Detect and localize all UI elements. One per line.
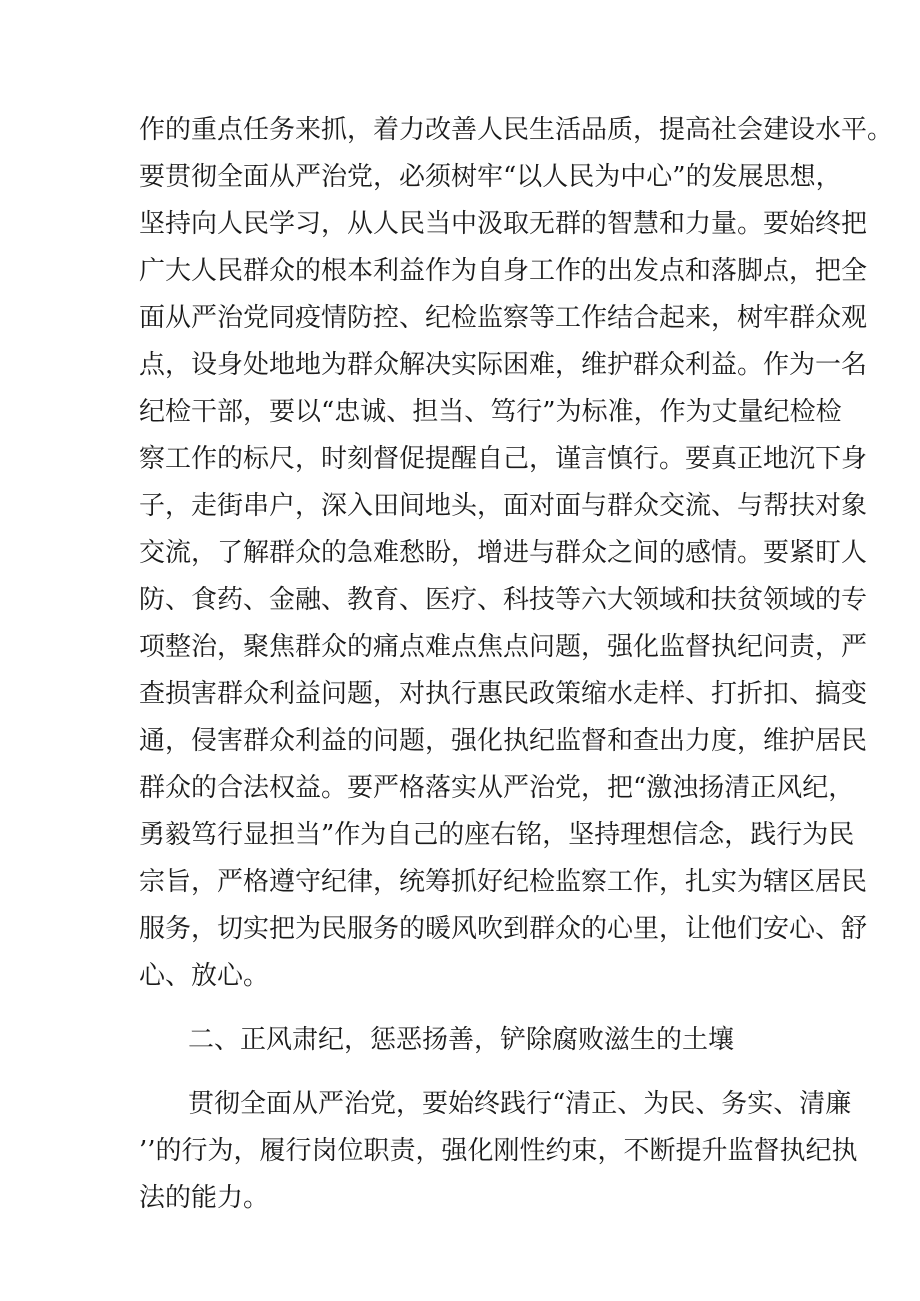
paragraph-line: 点，设身处地地为群众解决实际困难，维护群众利益。作为一名 <box>139 350 868 380</box>
paragraph-line: 作的重点任务来抓，着力改善人民生活品质，提高社会建设水平。 <box>139 115 894 145</box>
paragraph-line: 心、放心。 <box>139 961 270 991</box>
paragraph-line: 交流，了解群众的急难愁盼，增进与群众之间的感情。要紧盯人 <box>139 538 868 568</box>
paragraph-line: 服务，切实把为民服务的暖风吹到群众的心里，让他们安心、舒 <box>139 914 868 944</box>
paragraph-line: 广大人民群众的根本利益作为自身工作的出发点和落脚点，把全 <box>139 256 868 286</box>
paragraph-line: 面从严治党同疫情防控、纪检监察等工作结合起来，树牢群众观 <box>139 303 868 333</box>
paragraph-line: 子，走街串户，深入田间地头，面对面与群众交流、与帮扶对象 <box>139 491 868 521</box>
paragraph-line: ’’的行为，履行岗位职责，强化刚性约束，不断提升监督执纪执 <box>139 1136 858 1166</box>
paragraph-line: 察工作的标尺，时刻督促提醒自己，谨言慎行。要真正地沉下身 <box>139 444 868 474</box>
paragraph-line: 坚持向人民学习，从人民当中汲取无群的智慧和力量。要始终把 <box>139 209 868 239</box>
paragraph-line: 查损害群众利益问题，对执行惠民政策缩水走样、打折扣、搞变 <box>139 679 868 709</box>
paragraph-line: 项整治，聚焦群众的痛点难点焦点问题，强化监督执纪问责，严 <box>139 632 868 662</box>
paragraph-line: 勇毅笃行显担当”作为自己的座右铭，坚持理想信念，践行为民 <box>139 820 855 850</box>
paragraph-line: 宗旨，严格遵守纪律，统筹抓好纪检监察工作，扎实为辖区居民 <box>139 867 868 897</box>
paragraph-line: 贯彻全面从严治党，要始终践行“清正、为民、务实、清廉 <box>188 1089 852 1119</box>
paragraph-line: 防、食药、金融、教育、医疗、科技等六大领域和扶贫领域的专 <box>139 585 868 615</box>
paragraph-line: 法的能力。 <box>139 1183 270 1213</box>
paragraph-line: 要贯彻全面从严治党，必须树牢“以人民为中心”的发展思想， <box>139 162 842 192</box>
paragraph-line: 纪检干部，要以“忠诚、担当、笃行”为标准，作为丈量纪检检 <box>139 397 842 427</box>
section-heading: 二、正风肃纪，惩恶扬善，铲除腐败滋生的土壤 <box>188 1025 735 1055</box>
paragraph-line: 群众的合法权益。要严格落实从严治党，把“激浊扬清正风纪， <box>139 773 855 803</box>
paragraph-line: 通，侵害群众利益的问题，强化执纪监督和查出力度，维护居民 <box>139 726 868 756</box>
